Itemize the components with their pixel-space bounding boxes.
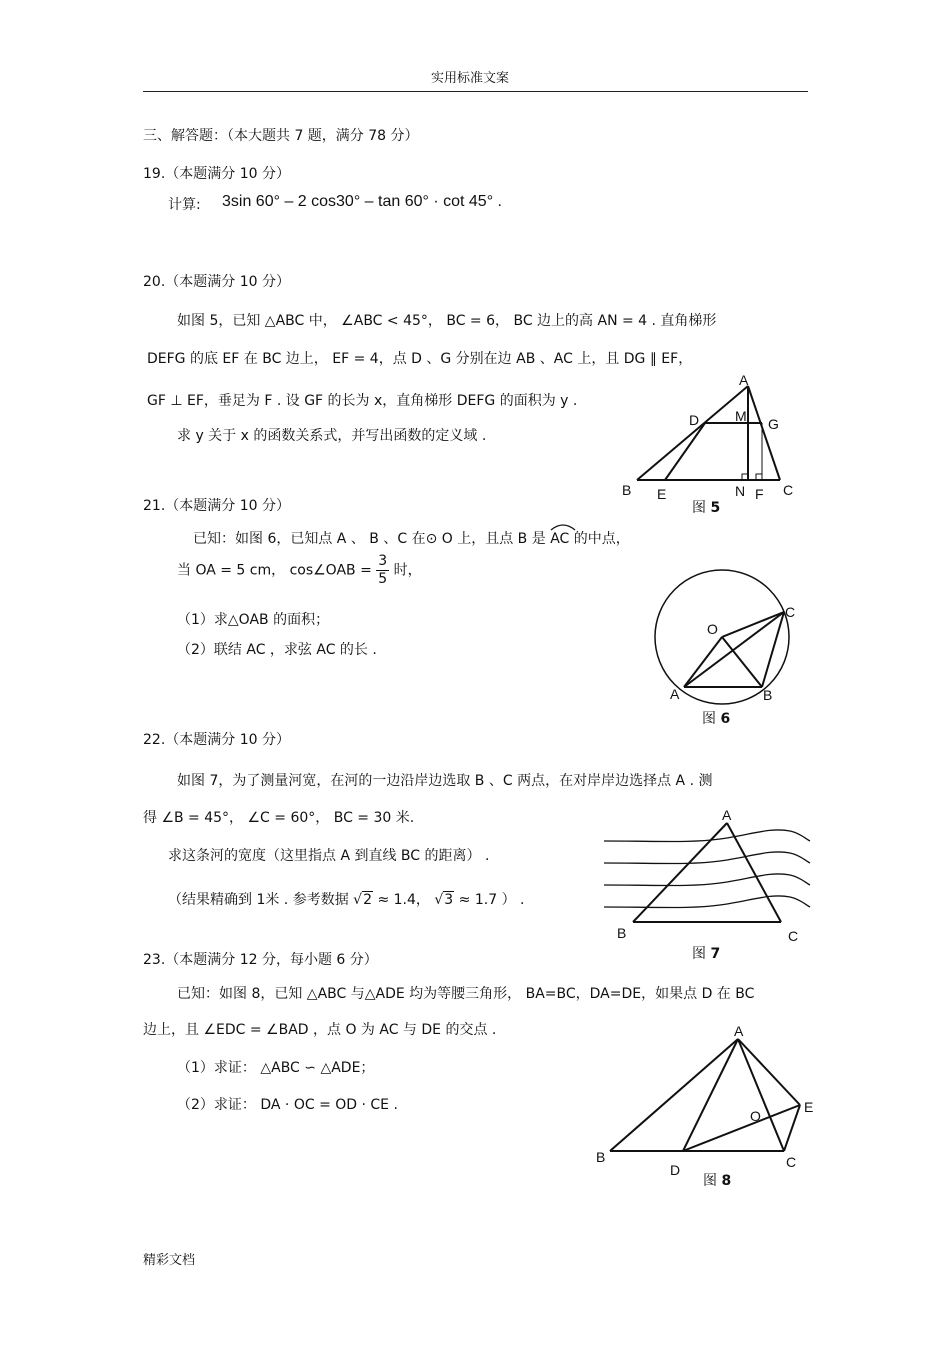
approx-value-2: ≈ 1.7 ） . — [458, 892, 525, 908]
fig8-label-c: C — [786, 1154, 797, 1170]
q23-line-1: 已知：如图 8，已知 △ABC 与△ADE 均为等腰三角形， BA=BC，DA=DE，如果点 D 在 BC — [177, 986, 755, 1002]
fig8-segment-ab — [610, 1039, 738, 1151]
fig6-label-b: B — [763, 687, 773, 703]
q23-part-2: （2）求证： DA · OC = OD · CE . — [177, 1097, 398, 1113]
figure-8-caption — [703, 1170, 731, 1190]
q21-part-2: （2）联结 AC ，求弦 AC 的长 . — [177, 642, 377, 658]
figure-5-caption-prefix: 图 — [692, 500, 706, 516]
figure-8-caption-prefix: 图 — [703, 1173, 717, 1189]
section-title: 三、解答题：（本大题共 7 题，满分 78 分） — [143, 128, 419, 144]
fig5-label-n: N — [735, 483, 746, 499]
figure-7-river-diagram — [600, 805, 815, 945]
fig7-river-line — [604, 896, 810, 908]
q20-line-1: 如图 5，已知 △ABC 中， ∠ABC < 45°， BC = 6， BC 边上的高 AN = 4 . 直角梯形 — [177, 313, 717, 329]
figure-6-caption-prefix: 图 — [702, 711, 716, 727]
fig8-label-e: E — [804, 1099, 814, 1115]
q21-part-1: （1）求△OAB 的面积； — [177, 612, 330, 628]
figure-6-caption-number: 6 — [720, 711, 731, 727]
fig5-label-b: B — [622, 482, 632, 498]
fig8-label-o: O — [750, 1108, 761, 1124]
fig6-segment-oc — [722, 612, 784, 637]
fig8-segment-ad — [683, 1039, 738, 1151]
q22-line-4-text: （结果精确到 1米 . 参考数据 — [168, 892, 349, 908]
fig5-label-d: D — [689, 412, 700, 428]
figure-6-caption — [702, 708, 730, 728]
figure-5-caption — [692, 497, 720, 517]
page-footer: 精彩文档 — [143, 1253, 196, 1268]
fig5-label-g: G — [768, 416, 779, 432]
fig8-segment-de — [683, 1105, 800, 1151]
q21-line-2 — [177, 553, 422, 588]
q21-line-1-text: 已知：如图 6，已知点 A 、 B 、C 在⊙ O 上，且点 B 是 — [193, 531, 546, 547]
figure-8-caption-number: 8 — [721, 1173, 732, 1189]
q22-heading: 22.（本题满分 10 分） — [143, 732, 290, 748]
q20-line-4: 求 y 关于 x 的函数关系式，并写出函数的定义域 . — [177, 428, 487, 444]
fig8-label-b: B — [596, 1149, 606, 1165]
q21-arc-label: AC — [550, 531, 570, 547]
q21-heading: 21.（本题满分 10 分） — [143, 498, 290, 514]
q21-line-2-text: 当 OA = 5 cm， cos∠OAB = — [177, 562, 372, 579]
fraction-numerator: 3 — [378, 553, 388, 569]
q22-line-1: 如图 7，为了测量河宽，在河的一边沿岸边选取 B 、C 两点，在对岸岸边选择点 A . 测 — [177, 773, 713, 789]
figure-6-circle-diagram — [650, 560, 810, 710]
q19-label: 计算: — [168, 197, 201, 213]
fig5-label-f: F — [755, 486, 764, 502]
fig6-label-o: O — [707, 621, 718, 637]
fig6-label-c: C — [785, 604, 796, 620]
q23-heading: 23.（本题满分 12 分，每小题 6 分） — [143, 952, 378, 968]
q21-line-1 — [193, 527, 630, 548]
fig7-label-c: C — [788, 928, 799, 944]
figure-8-triangles-diagram — [590, 1020, 820, 1180]
fig7-river-line — [604, 874, 810, 886]
fig8-segment-ec — [784, 1105, 800, 1151]
q21-arc-ac — [550, 527, 569, 547]
q19-heading: 19.（本题满分 10 分） — [143, 166, 290, 182]
fig8-label-d: D — [670, 1162, 681, 1178]
fig8-segment-ae — [738, 1039, 800, 1105]
fig7-river-line — [604, 852, 810, 864]
sqrt-three-radicand: 3 — [444, 892, 454, 908]
q20-line-3: GF ⊥ EF，垂足为 F . 设 GF 的长为 x，直角梯形 DEFG 的面积为 y . — [147, 393, 578, 409]
q23-line-2: 边上，且 ∠EDC = ∠BAD ，点 O 为 AC 与 DE 的交点 . — [143, 1022, 497, 1038]
fig8-label-a: A — [734, 1023, 744, 1039]
figure-5-trapezoid-diagram — [610, 370, 810, 510]
fig5-segment-ac — [748, 386, 780, 480]
fig5-label-e: E — [657, 486, 667, 502]
arc-mark-icon — [550, 523, 576, 531]
figure-7-caption-number: 7 — [710, 946, 721, 962]
fig6-segment-ac — [684, 612, 784, 687]
q21-line-1-end: 的中点， — [573, 531, 630, 547]
sqrt-two-radicand: 2 — [363, 892, 373, 908]
figure-7-caption — [692, 943, 720, 963]
fig7-label-b: B — [617, 925, 627, 941]
fig7-river-line — [604, 830, 810, 842]
fig5-label-a: A — [739, 372, 749, 388]
fig6-segment-bc — [762, 612, 784, 687]
approx-value-1: ≈ 1.4， — [377, 892, 430, 908]
q22-line-4 — [168, 889, 524, 909]
page-header: 实用标准文案 — [431, 71, 510, 86]
fraction-denominator: 5 — [378, 571, 388, 587]
sqrt-sign-icon: √ — [434, 892, 444, 908]
q20-line-2: DEFG 的底 EF 在 BC 边上， EF = 4，点 D 、G 分别在边 AB 、AC 上，且 DG ∥ EF， — [147, 351, 693, 367]
fig7-label-a: A — [722, 807, 732, 823]
fig5-segment-ab — [637, 386, 748, 480]
q21-line-2-end: 时， — [393, 562, 422, 579]
figure-5-caption-number: 5 — [710, 500, 721, 516]
header-divider — [143, 91, 808, 92]
q20-heading: 20.（本题满分 10 分） — [143, 274, 290, 290]
fig5-label-m: M — [735, 408, 747, 424]
q22-line-3: 求这条河的宽度（这里指点 A 到直线 BC 的距离） . — [168, 848, 490, 864]
fraction-three-fifths — [376, 553, 389, 588]
fig5-label-c: C — [783, 482, 794, 498]
fig6-label-a: A — [670, 686, 680, 702]
q19-expression: 3sin 60° – 2 cos30° – tan 60° · cot 45° . — [222, 193, 502, 210]
sqrt-sign-icon: √ — [353, 892, 363, 908]
q22-line-2: 得 ∠B = 45°， ∠C = 60°， BC = 30 米. — [143, 810, 415, 826]
figure-7-caption-prefix: 图 — [692, 946, 706, 962]
q23-part-1: （1）求证： △ABC ∽ △ADE； — [177, 1060, 375, 1076]
fig8-segment-ac — [738, 1039, 784, 1151]
fig7-segment-ac — [727, 823, 781, 922]
